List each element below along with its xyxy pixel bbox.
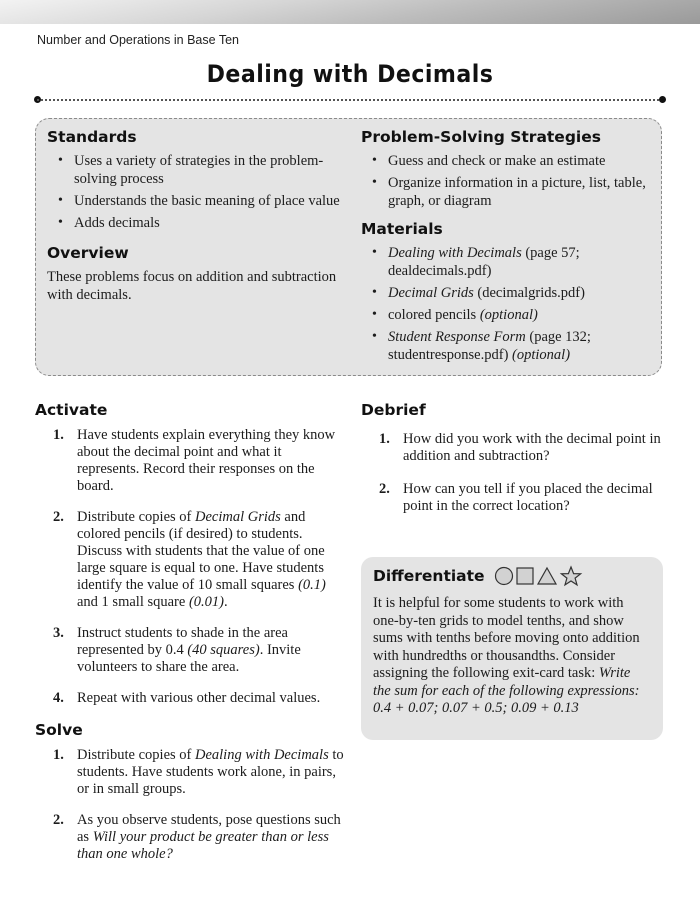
debrief-steps: [361, 431, 661, 515]
strategies-heading: Problem-Solving Strategies: [361, 128, 601, 146]
standards-list: [47, 152, 342, 232]
page-title: Dealing with Decimals: [206, 60, 494, 88]
section-label: Number and Operations in Base Ten: [37, 33, 239, 47]
differentiate-text: It is helpful for some students to work with one-by-ten grids to model tenths, and show sums with tenths before moving onto addition with hundredths or thousandths. Consider assigning the following exit-card task: Write the sum for each of the following expressions: 0.4 + 0.07; 0.07 + 0.5; 0.09 + 0.13: [373, 595, 640, 716]
list-item: 2. How can you tell if you placed the decimal point in the correct location?: [379, 481, 653, 514]
square-icon: [517, 568, 533, 584]
materials-list: [361, 244, 656, 364]
solve-heading: Solve: [35, 721, 83, 739]
list-item: • Student Response Form (page 132; studentresponse.pdf) (optional): [372, 329, 591, 363]
star-icon: [561, 567, 580, 585]
strategies-list: [361, 152, 656, 210]
overview-text: These problems focus on addition and subtraction with decimals.: [47, 269, 337, 303]
title-divider: [37, 99, 663, 101]
list-item: 1. How did you work with the decimal point in addition and subtraction?: [379, 431, 661, 464]
debrief-column: [361, 401, 661, 529]
activate-steps: [35, 427, 345, 707]
debrief-heading: Debrief: [361, 401, 426, 419]
top-banner: [0, 0, 700, 24]
solve-steps: [35, 747, 345, 863]
list-item: 1. Distribute copies of Dealing with Decimals to students. Have students work alone, in pairs, or in small groups.: [53, 747, 344, 797]
list-item: • Understands the basic meaning of place value: [58, 193, 340, 209]
overview-heading: Overview: [47, 244, 129, 262]
list-item: 2. Distribute copies of Decimal Grids and colored pencils (if desired) to students. Discuss with students that the value of one large square is equal to one. Have students identify the value of 10 small squares (0.1) and 1 small square (0.01).: [53, 509, 326, 610]
standards-column: [47, 128, 342, 304]
list-item: • Uses a variety of strategies in the problem-solving process: [58, 153, 324, 187]
activate-solve-column: [35, 401, 345, 877]
circle-icon: [495, 568, 512, 585]
differentiate-header: [373, 565, 651, 587]
triangle-icon: [538, 568, 556, 584]
activate-heading: Activate: [35, 401, 108, 419]
strategies-column: [361, 128, 656, 368]
list-item: • Dealing with Decimals (page 57; dealdecimals.pdf): [372, 245, 580, 279]
standards-heading: Standards: [47, 128, 137, 146]
materials-heading: Materials: [361, 220, 443, 238]
differentiate-panel: [361, 557, 663, 740]
shape-icons: [493, 565, 593, 587]
list-item: 2. As you observe students, pose questions such as Will your product be greater than or less than one whole?: [53, 812, 341, 862]
list-item: • Adds decimals: [58, 215, 160, 231]
list-item: • Organize information in a picture, list, table, graph, or diagram: [372, 175, 646, 209]
list-item: 1. Have students explain everything they know about the decimal point and what it represents. Record their responses on the board.: [53, 427, 336, 494]
list-item: 4. Repeat with various other decimal values.: [53, 690, 321, 706]
list-item: • Guess and check or make an estimate: [372, 153, 606, 169]
differentiate-heading: Differentiate: [373, 567, 485, 585]
list-item: • Decimal Grids (decimalgrids.pdf): [372, 285, 585, 301]
list-item: 3. Instruct students to shade in the area represented by 0.4 (40 squares). Invite volunteers to share the area.: [53, 625, 301, 675]
list-item: • colored pencils (optional): [372, 307, 538, 323]
rule-dot-right: [659, 96, 666, 103]
